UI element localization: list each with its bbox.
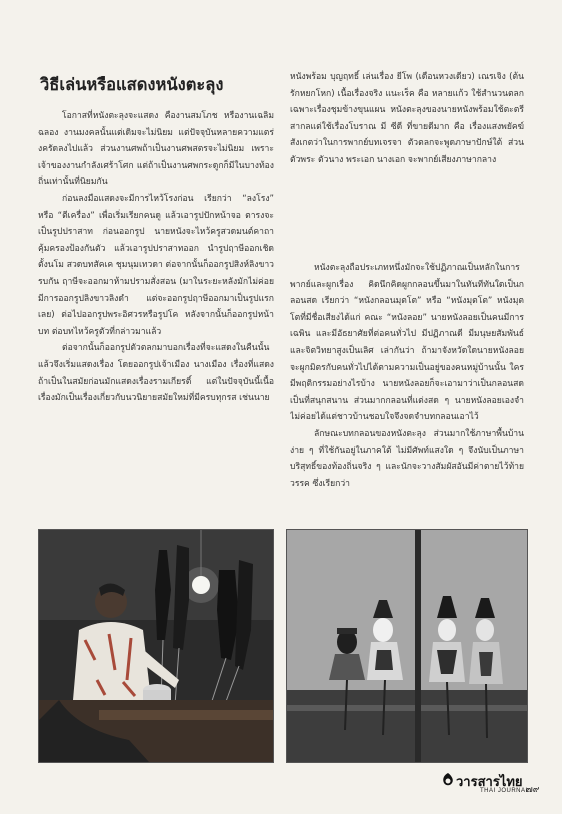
- footer-masthead: [440, 770, 550, 800]
- paragraph: ลักษณะบทกลอนของหนังตะลุง ส่วนมากใช้ภาษาพื้นบ้านง่าย ๆ ที่ใช้กันอยู่ในภาคใต้ ไม่มีศัพท์แสงใด ๆ จึงนับเป็นภาษาบริสุทธิ์ของท้องถิ่นจริง ๆ และนักจะวางสัมผัสอันมีค่าตายไว้ท้ายวรรค ซึ่งเรียกว่า: [290, 428, 524, 489]
- paragraph: ก่อนลงมือแสดงจะมีการไหว้โรงก่อน เรียกว่า “ลงโรง” หรือ “ตีเครื่อง” เพื่อเริ่มเรียกคนดู แล้วเอารูปปักหน้าจอ ตารงจะเป็นรูปปราสาท ก่อนออกรูป นายหนังจะไหว้ครูสวดมนต์คาถาคุ้มครองป้องกันตัว แล้วเอารูปปราสาทออก นำรูปฤาษีออกเชิด ตั้งนโม สวดบทสัคเค ชุมนุมเทวดา ต่อจากนั้นก็ออกรูปสิงห์ลิงขาวรบกัน ฤาษีจะออกมาห้ามปรามสั่งสอน (มาในระยะหลังมักไม่ค่อยมีการออกรูปลิงขาวลิงดำ แต่จะออกรูปฤาษีออกมาเป็นรูปแรกเลย) ต่อไปออกรูปพระอิศวรหรือรูปโค หลังจากนั้นก็ออกรูปหน้าบท ต่อบทไหว้ครูตัวที่กล่าวมาแล้ว: [38, 193, 274, 337]
- paragraph: หนังพร้อม บุญฤทธิ์ เล่นเรื่อง ยีโพ (เดือนหวงเดียว) เณรเจิง (ต้นรักหยกโหก) เนื้อเรื่องจริง แนะเร็ค คือ หลายแก้ว ใช้สำนวนตลกเฉพาะเรื่องชุมข้างขุนแผน หนังตะลุงของนายหนังพร้อมใช้ตะตรีสากลแต่ใช้เรื่องโบราณ มี ซีดี ที่ขายดีมาก คือ เรื่องแสงพยัคฆ์ สังเกตว่าในการพากย์บทเจรจา ตัวตลกจะพูดภาษาปักษ์ใต้ ส่วนตัวพระ ตัวนาง พระเอก นางเอก จะพากย์เสียงภาษากลาง: [290, 72, 524, 165]
- paragraph: หนังตะลุงถือประเภทหนึ่งมักจะใช้ปฏิภาณเป็นหลักในการพากย์และผูกเรื่อง คิดนึกคิดผูกกลอนขึ้นมาในทันทีทันใดเป็นกลอนสด เรียกว่า “หนังกลอนมุตโต” หรือ “หนังมุตโต” หนังมุตโตที่มีชื่อเสียงได้แก่ คณะ “หนังลอย” นายหนังลอยเป็นคนมีการเฉพิน และมีอัธยาศัยที่ต่อคนทั่วไป มีปฏิภาณดี มีมนุษยสัมพันธ์ และจิตวิทยาสูงเป็นเลิศ เล่ากันว่า ถ้ามาจังหวัดใดนายหนังลอยจะผูกมิตรกับคนทั่วไปได้ตามความเป็นอยู่ของคนหมู่บ้านนั้น ใครมีพฤติกรรมอย่างไรบ้าง นายหนังลอยก็จะเอามาว่าเป็นกลอนสดเป็นที่สนุกสนาน ส่วนมากกลอนที่แต่งสด ๆ นายหนังลอยเองจำไม่ค่อยได้แต่ชาวบ้านชอบใจจึงจดจำบทกลอนเอาไว้: [290, 263, 524, 423]
- ornament-icon: [440, 772, 456, 788]
- right-column-bottom: [290, 260, 524, 522]
- puppeteer-photo: [38, 529, 274, 763]
- article-heading: วิธีเล่นหรือแสดงหนังตะลุง: [40, 75, 224, 94]
- paragraph: โอกาสที่หนังตะลุงจะแสดง คืองานสมโภช หรืองานเฉลิมฉลอง งานมงคลนั้นแต่เดิมจะไม่นิยม แต่ปัจจุบันหลายความแตร่งครัดลงไปแล้ว ส่วนงานศพถ้าเป็นงานศพสตรจะไม่นิยม เพราะเจ้าของงานกำลังเศร้าโศก แต่ถ้าเป็นงานศพกระดูกก็มีในบางท้องถิ่นเท่านั้นที่นิยมกัน: [38, 111, 274, 188]
- left-column: [38, 108, 274, 522]
- page-number: ๗๙: [526, 785, 540, 795]
- masthead-title: วารสารไทย: [456, 775, 523, 790]
- paragraph: ต่อจากนั้นก็ออกรูปตัวตลกมาบอกเรื่องที่จะแสดงในคืนนั้น แล้วจึงเริ่มแสดงเรื่อง โดยออกรูปเจ้าเมือง นางเมือง เรื่องที่แสดงถ้าเป็นในสมัยก่อนมักแสดงเรื่องรามเกียรติ์ แต่ในปัจจุบันนี้เนื้อเรื่องมักเป็นเรื่องเกี่ยวกับนวนิยายสมัยใหม่ที่มีครบทุกรส เช่นนาย: [38, 343, 274, 404]
- right-column-top: [290, 69, 524, 259]
- masthead-subtitle: THAI JOURNAL: [480, 788, 530, 794]
- shadow-puppets-photo: [286, 529, 528, 763]
